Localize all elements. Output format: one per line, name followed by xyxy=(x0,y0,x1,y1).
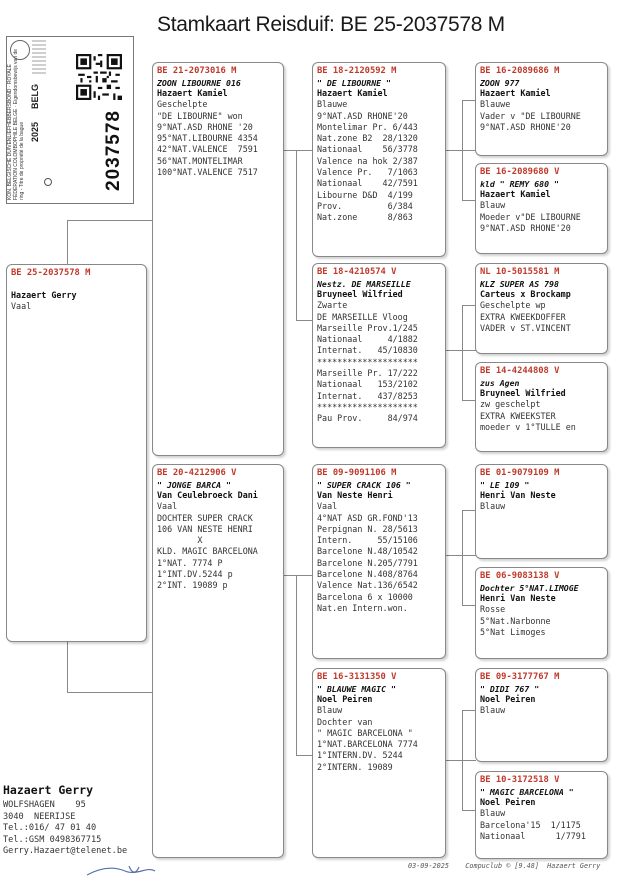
info-line: Prov. 6/384 xyxy=(317,200,413,211)
breeder-name: Hazaert Kamiel xyxy=(480,88,551,98)
ring-number: BE 25-2037578 M xyxy=(11,268,91,278)
ring-card-year: 2025 xyxy=(30,122,40,143)
ring-number: BE 01-9079109 M xyxy=(480,468,560,478)
info-line: Zwarte xyxy=(317,300,348,311)
ring-number: BE 10-3172518 V xyxy=(480,775,560,785)
pigeon-name: " BLAUWE MAGIC " xyxy=(317,683,396,694)
info-line: Blauw xyxy=(317,705,343,716)
info-line: Blauwe xyxy=(317,99,348,110)
pigeon-card-dd-dam[interactable] xyxy=(475,771,608,859)
info-line: Blauwe xyxy=(480,99,511,110)
info-line: Vader v "DE LIBOURNE xyxy=(480,110,581,121)
info-line: moeder v 1°TULLE en xyxy=(480,421,576,432)
info-line: 4°NAT ASD GR.FOND'13 xyxy=(317,512,418,523)
pigeon-name: Dochter 5°NAT.LIMOGE xyxy=(480,582,579,593)
ring-card-hole xyxy=(44,178,52,186)
connector-line xyxy=(446,350,476,351)
ring-number: BE 21-2073016 M xyxy=(157,66,237,76)
connector-line xyxy=(462,605,476,606)
info-line: Valence Pr. 7/1063 xyxy=(317,167,418,178)
page-title: Stamkaart Reisduif: BE 25-2037578 M xyxy=(157,13,505,36)
ring-number: BE 16-3131350 V xyxy=(317,672,397,682)
stamp-mark xyxy=(32,40,46,74)
connector-line xyxy=(446,555,476,556)
info-line: Nationaal 1/7791 xyxy=(480,830,586,841)
info-line: Perpignan N. 28/5613 xyxy=(317,523,418,534)
pigeon-card-dd-sire[interactable] xyxy=(475,668,608,762)
ring-card-country: BELG xyxy=(30,84,40,110)
pigeon-card-dam[interactable] xyxy=(152,464,284,858)
owner-phone: Tel.:016/ 47 01 40 xyxy=(3,823,97,834)
info-line: Nat.zone B2 28/1320 xyxy=(317,133,418,144)
info-line: Marseille Prov.1/245 xyxy=(317,322,418,333)
ring-number: BE 09-9091106 M xyxy=(317,468,397,478)
info-line: 42°NAT.VALENCE 7591 xyxy=(157,144,258,155)
connector-line xyxy=(296,320,313,321)
info-line: Moeder v"DE LIBOURNE xyxy=(480,211,581,222)
info-line: " MAGIC BARCELONA " xyxy=(317,727,413,738)
pigeon-card-sd-sire[interactable] xyxy=(475,263,608,354)
connector-line xyxy=(462,100,463,200)
connector-line xyxy=(462,510,463,605)
footer-text: 03-09-2025 Compuclub © [9.48] Hazaert Gerry xyxy=(408,862,601,870)
info-line: Nationaal 153/2102 xyxy=(317,379,418,390)
connector-line xyxy=(446,150,476,151)
ring-number: NL 10-5015581 M xyxy=(480,267,560,277)
info-line: 1°NAT.BARCELONA 7774 xyxy=(317,739,418,750)
connector-line xyxy=(462,510,476,511)
info-line: Blauw xyxy=(480,200,506,211)
breeder-name: Henri Van Neste xyxy=(480,490,556,500)
pigeon-name: Nestz. DE MARSEILLE xyxy=(317,278,411,289)
pigeon-card-ss-sire[interactable] xyxy=(475,62,608,156)
breeder-name: Noel Peiren xyxy=(480,797,536,807)
ring-number: BE 18-4210574 V xyxy=(317,267,397,277)
info-line: EXTRA KWEEKSTER xyxy=(480,410,556,421)
info-line: Geschelpte xyxy=(157,99,208,110)
ring-number: BE 18-2120592 M xyxy=(317,66,397,76)
info-line: 9°NAT.ASD RHONE '20 xyxy=(157,121,253,132)
breeder-name: Henri Van Neste xyxy=(480,593,556,603)
pigeon-card-ds-dam[interactable] xyxy=(475,567,608,659)
info-line: ******************** xyxy=(317,356,418,367)
owner-name: Hazaert Gerry xyxy=(3,783,94,797)
info-line: VADER v ST.VINCENT xyxy=(480,322,571,333)
signature-icon xyxy=(85,862,165,877)
info-line: Internat. 45/10830 xyxy=(317,345,418,356)
info-line: ******************** xyxy=(317,401,418,412)
info-line: Valence na hok 2/387 xyxy=(317,155,418,166)
info-line: 1°INT.DV.5244 p xyxy=(157,569,233,580)
info-line: Barcelona'15 1/1175 xyxy=(480,819,581,830)
connector-line xyxy=(284,575,313,576)
info-line: 95°NAT.LIBOURNE 4354 xyxy=(157,133,258,144)
connector-line xyxy=(296,150,297,320)
connector-line xyxy=(462,305,463,400)
pigeon-name: " LE 109 " xyxy=(480,479,530,490)
info-line: Dochter van xyxy=(317,716,373,727)
connector-line xyxy=(284,150,313,151)
info-line: Pau Prov. 84/974 xyxy=(317,413,418,424)
breeder-name: Bruyneel Wilfried xyxy=(317,289,403,299)
info-line: Intern. 55/15106 xyxy=(317,535,418,546)
ring-card-number: 2037578 xyxy=(103,110,124,191)
ring-number: BE 20-4212906 V xyxy=(157,468,237,478)
info-line: X xyxy=(157,535,203,546)
owner-address-line: 3040 NEERIJSE xyxy=(3,811,76,822)
connector-line xyxy=(446,760,476,761)
ring-number: BE 14-4244808 V xyxy=(480,366,560,376)
info-line: Nat.en Intern.won. xyxy=(317,602,408,613)
connector-line xyxy=(462,710,476,711)
info-line: 106 VAN NESTE HENRI xyxy=(157,523,253,534)
breeder-name: Hazaert Kamiel xyxy=(317,88,388,98)
info-line: 56°NAT.MONTELIMAR xyxy=(157,155,243,166)
pigeon-name: kld " REMY 680 " xyxy=(480,178,559,189)
connector-line xyxy=(67,220,68,265)
info-line: Vaal xyxy=(11,300,32,311)
pigeon-name: " DIDI 767 " xyxy=(480,683,540,694)
pigeon-name: KLZ SUPER AS 798 xyxy=(480,278,559,289)
info-line: Geschelpte wp xyxy=(480,300,546,311)
info-line: Rosse xyxy=(480,604,506,615)
info-line: Nationaal 56/3778 xyxy=(317,144,418,155)
connector-line xyxy=(67,692,153,693)
info-line: Barcelone N.408/8764 xyxy=(317,569,418,580)
info-line: Blauw xyxy=(480,501,506,512)
breeder-name: Hazaert Kamiel xyxy=(480,189,551,199)
pigeon-card-sire-sire[interactable] xyxy=(312,62,446,257)
connector-line xyxy=(462,100,476,101)
info-line: Internat. 437/8253 xyxy=(317,390,418,401)
info-line: 2°INTERN. 19089 xyxy=(317,761,393,772)
info-line: 1°INTERN.DV. 5244 xyxy=(317,750,403,761)
connector-line xyxy=(462,810,476,811)
breeder-name: Hazaert Kamiel xyxy=(157,88,228,98)
connector-line xyxy=(462,710,463,810)
pigeon-card-dam-dam[interactable] xyxy=(312,668,446,858)
info-line: zw geschelpt xyxy=(480,399,541,410)
info-line: Blauw xyxy=(480,808,506,819)
info-line: Nat.zone 8/863 xyxy=(317,212,413,223)
connector-line xyxy=(296,755,313,756)
info-line: Montelimar Pr. 6/443 xyxy=(317,121,418,132)
ring-number: BE 09-3177767 M xyxy=(480,672,560,682)
pigeon-card-sire-dam[interactable] xyxy=(312,263,446,448)
pigeon-card-ds-sire[interactable] xyxy=(475,464,608,559)
info-line: 2°INT. 19089 p xyxy=(157,580,228,591)
qr-code-icon xyxy=(76,54,122,100)
connector-line xyxy=(296,575,297,755)
ring-number: BE 16-2089680 V xyxy=(480,167,560,177)
pigeon-card-sire[interactable] xyxy=(152,62,284,456)
owner-address-line: WOLFSHAGEN 95 xyxy=(3,800,86,810)
info-line: Valence Nat.136/6542 xyxy=(317,580,418,591)
pigeon-card-ss-dam[interactable] xyxy=(475,163,608,254)
pigeon-card-subject[interactable] xyxy=(6,264,147,642)
info-line: KLD. MAGIC BARCELONA xyxy=(157,546,258,557)
info-line: 9°NAT.ASD RHONE'20 xyxy=(480,222,571,233)
pigeon-name: " MAGIC BARCELONA " xyxy=(480,786,574,797)
ring-card-side-text: KON. BELGISCHE DUIVENLIEFHEBBERSBOND · ROYALE FÉDÉRATION COLOMBOPHILE BELGE · Eigendomsbewijs van de ring - Titre de propriété de la bague xyxy=(7,48,25,200)
info-line: EXTRA KWEEKDOFFER xyxy=(480,311,566,322)
ring-number: BE 16-2089686 M xyxy=(480,66,560,76)
owner-mobile: Tel.:GSM 0498367715 xyxy=(3,834,102,845)
info-line: Libourne D&D 4/199 xyxy=(317,189,413,200)
info-line: 5°Nat.Narbonne xyxy=(480,615,551,626)
info-line: 9°NAT.ASD RHONE'20 xyxy=(317,110,408,121)
info-line: Nationaal 42/7591 xyxy=(317,178,418,189)
pigeon-name: " DE LIBOURNE " xyxy=(317,77,391,88)
pigeon-name: ZOON LIBOURNE 016 xyxy=(157,77,241,88)
info-line: Nationaal 4/1882 xyxy=(317,334,418,345)
info-line: Vaal xyxy=(157,501,178,512)
info-line: DOCHTER SUPER CRACK xyxy=(157,512,253,523)
info-line: Barcelona 6 x 10000 xyxy=(317,591,413,602)
breeder-name: Bruyneel Wilfried xyxy=(480,388,566,398)
info-line: DE MARSEILLE Vloog xyxy=(317,311,408,322)
info-line: Barcelone N.48/10542 xyxy=(317,546,418,557)
breeder-name: Carteus x Brockamp xyxy=(480,289,571,299)
connector-line xyxy=(67,640,68,693)
connector-line xyxy=(462,200,476,201)
owner-contact-block xyxy=(3,783,153,858)
ring-number: BE 06-9083138 V xyxy=(480,571,560,581)
breeder-name: Noel Peiren xyxy=(317,694,373,704)
pigeon-name: ZOON 977 xyxy=(480,77,520,88)
breeder-name: Noel Peiren xyxy=(480,694,536,704)
pigeon-card-sd-dam[interactable] xyxy=(475,362,608,452)
connector-line xyxy=(462,400,476,401)
info-line: 100°NAT.VALENCE 7517 xyxy=(157,167,258,178)
info-line: Barcelone N.205/7791 xyxy=(317,557,418,568)
owner-email[interactable]: Gerry.Hazaert@telenet.be xyxy=(3,846,128,857)
connector-line xyxy=(67,220,153,221)
pigeon-name: " JONGE BARCA " xyxy=(157,479,231,490)
pigeon-name: " SUPER CRACK 106 " xyxy=(317,479,411,490)
info-line: "DE LIBOURNE" won xyxy=(157,110,243,121)
info-line: 5°Nat Limoges xyxy=(480,626,546,637)
info-line: 1°NAT. 7774 P xyxy=(157,557,223,568)
info-line: Blauw xyxy=(480,705,506,716)
pigeon-name: zus Agen xyxy=(480,377,520,388)
info-line: Marseille Pr. 17/222 xyxy=(317,368,418,379)
breeder-name: Hazaert Gerry xyxy=(11,289,77,300)
info-line: 9°NAT.ASD RHONE'20 xyxy=(480,121,571,132)
breeder-name: Van Ceulebroeck Dani xyxy=(157,490,258,500)
pigeon-name xyxy=(11,280,142,290)
breeder-name: Van Neste Henri xyxy=(317,490,393,500)
pigeon-card-dam-sire[interactable] xyxy=(312,464,446,659)
connector-line xyxy=(462,305,476,306)
info-line: Vaal xyxy=(317,501,338,512)
